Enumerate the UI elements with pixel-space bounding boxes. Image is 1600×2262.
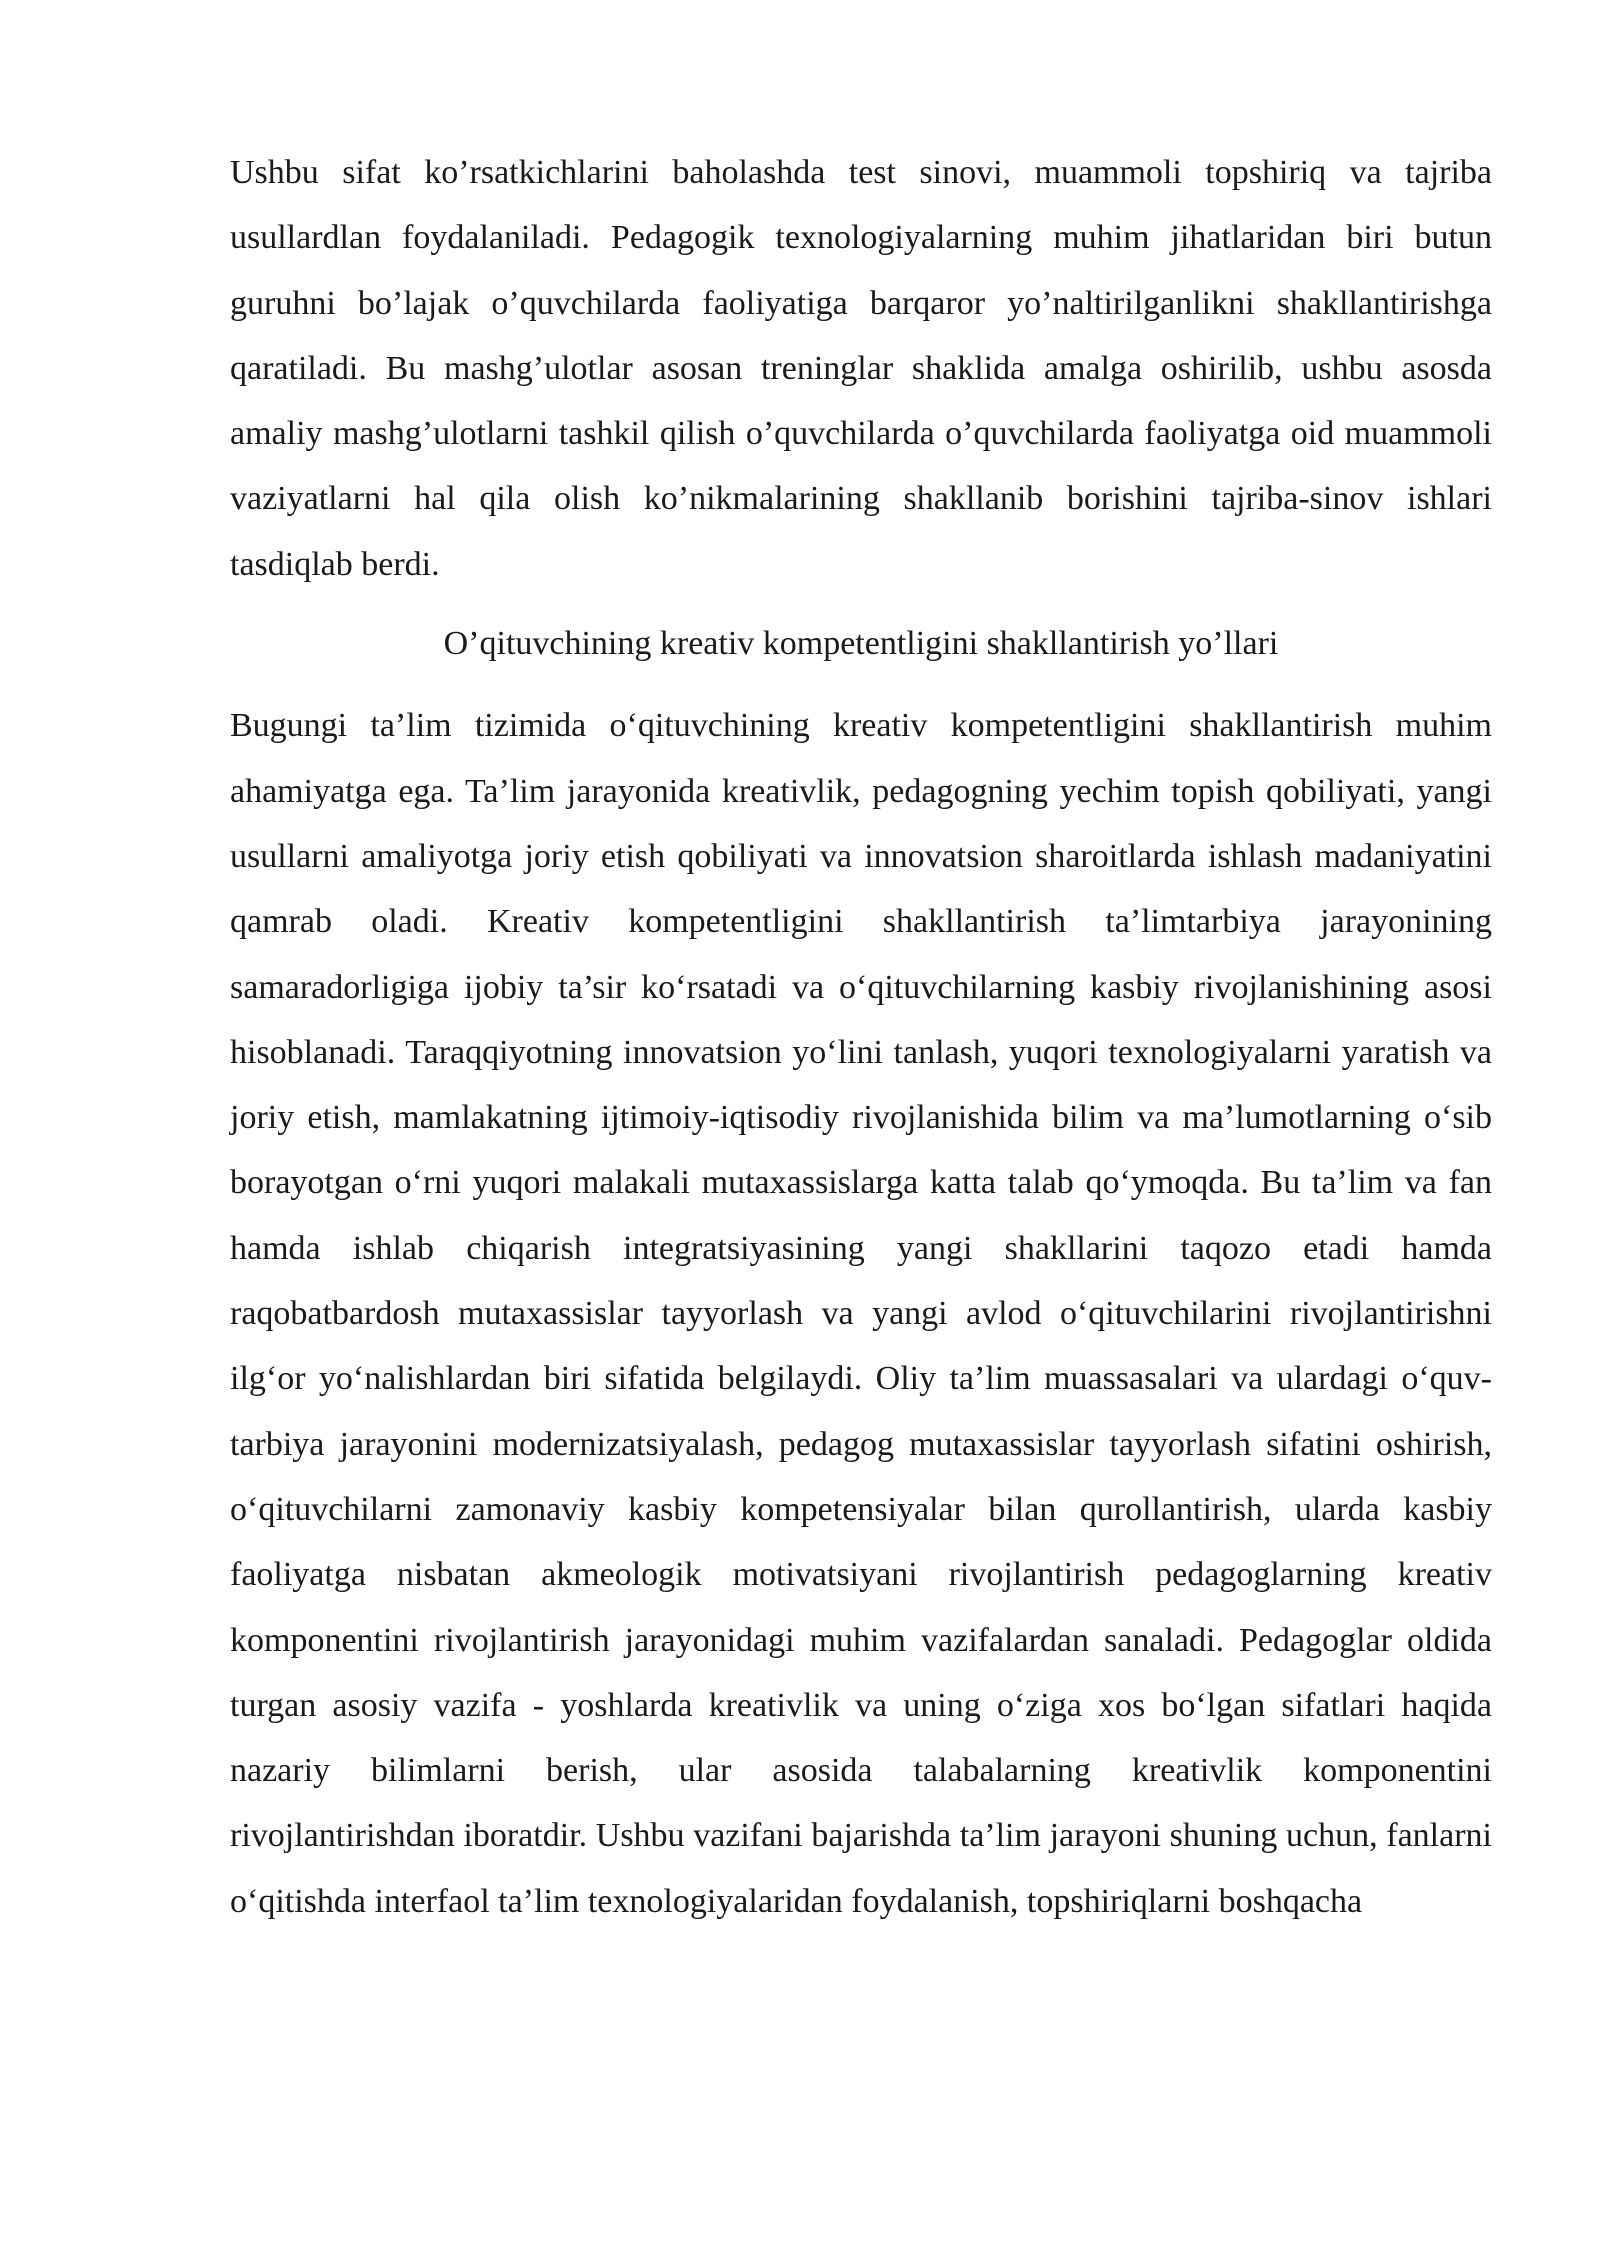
paragraph-intro: Ushbu sifat ko’rsatkichlarini baholashda test sinovi, muammoli topshiriq va tajriba usullardlan foydalaniladi. Pedagogik texnologiyalarning muhim jihatlaridan biri butun guruhni bo’lajak o’quvchilarda faoliyatiga barqaror yo’naltirilganlikni shakllantirishga qaratiladi. Bu mashg’ulotlar asosan treninglar shaklida amalga oshirilib, ushbu asosda amaliy mashg’ulotlarni tashkil qilish o’quvchilarda o’quvchilarda faoliyatga oid muammoli vaziyatlarni hal qila olish ko’nikmalarining shakllanib borishini tajriba-sinov ishlari tasdiqlab berdi. <box>230 154 1492 583</box>
paragraph-body: Bugungi ta’lim tizimida o‘qituvchining kreativ kompetentligini shakllantirish muhim ahamiyatga ega. Ta’lim jarayonida kreativlik, pedagogning yechim topish qobiliyati, yangi usullarni amaliyotga joriy etish qobiliyati va innovatsion sharoitlarda ishlash madaniyatini qamrab oladi. Kreativ kompetentligini shakllantirish ta’limtarbiya jarayonining samaradorligiga ijobiy ta’sir ko‘rsatadi va o‘qituvchilarning kasbiy rivojlanishining asosi hisoblanadi. Taraqqiyotning innovatsion yo‘lini tanlash, yuqori texnologiyalarni yaratish va joriy etish, mamlakatning ijtimoiy-iqtisodiy rivojlanishida bilim va ma’lumotlarning o‘sib borayotgan o‘rni yuqori malakali mutaxassislarga katta talab qo‘ymoqda. Bu ta’lim va fan hamda ishlab chiqarish integratsiyasining yangi shakllarini taqozo etadi hamda raqobatbardosh mutaxassislar tayyorlash va yangi avlod o‘qituvchilarini rivojlantirishni ilg‘or yo‘nalishlardan biri sifatida belgilaydi. Oliy ta’lim muassasalari va ulardagi o‘quv-tarbiya jarayonini modernizatsiyalash, pedagog mutaxassislar tayyorlash sifatini oshirish, o‘qituvchilarni zamonaviy kasbiy kompetensiyalar bilan qurollantirish, ularda kasbiy faoliyatga nisbatan akmeologik motivatsiyani rivojlantirish pedagoglarning kreativ komponentini rivojlantirish jarayonidagi muhim vazifalardan sanaladi. Pedagoglar oldida turgan asosiy vazifa - yoshlarda kreativlik va uning o‘ziga xos bo‘lgan sifatlari haqida nazariy bilimlarni berish, ular asosida talabalarning kreativlik komponentini rivojlantirishdan iboratdir. Ushbu vazifani bajarishda ta’lim jarayoni shuning uchun, fanlarni o‘qitishda interfaol ta’lim texnologiyalaridan foydalanish, topshiriqlarni boshqacha <box>230 707 1492 1920</box>
section-heading: O’qituvchining kreativ kompetentligini shakllantirish yo’llari <box>443 625 1279 663</box>
document-page <box>230 140 1492 1934</box>
